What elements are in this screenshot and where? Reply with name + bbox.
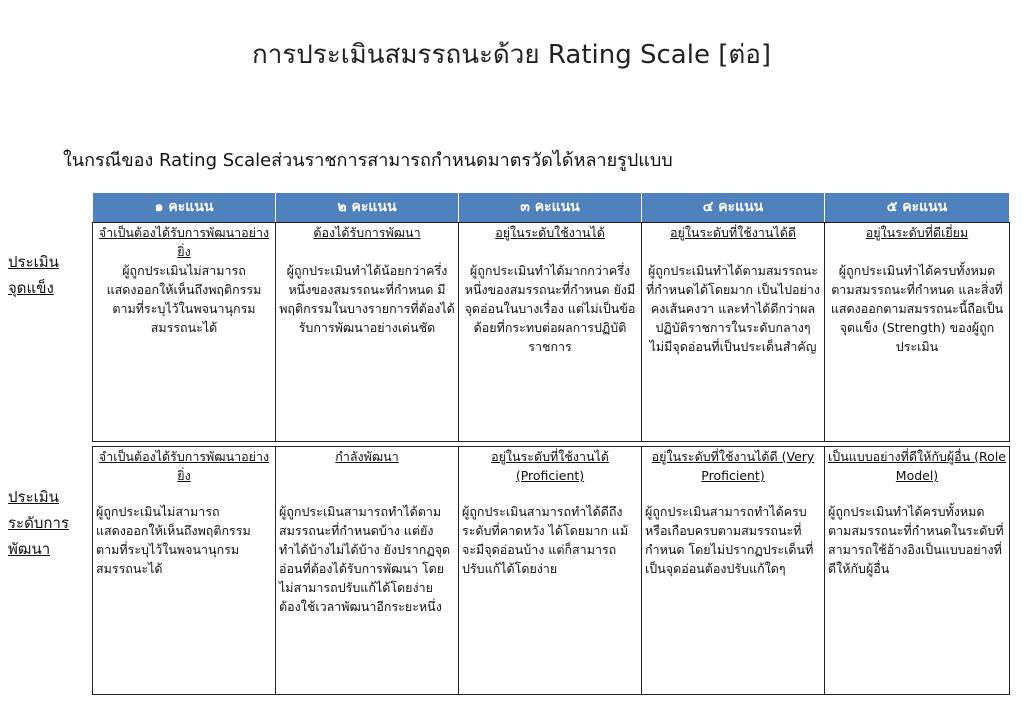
table-cell [93,447,276,695]
row-label-development [8,484,69,562]
cell-heading: อยู่ในระดับที่ใช้งานได้ดี (Very Proficient) [651,449,815,483]
cell-description: ผู้ถูกประเมินไม่สามารถแสดงออกให้เห็นถึงพฤติกรรมตามที่ระบุไว้ในพจนานุกรมสมรรถนะได้ [106,263,262,335]
header-score-5: ๕ คะแนน [825,193,1010,223]
cell-description: ผู้ถูกประเมินสามารถทำได้ดีถึงระดับที่คาดหวัง ได้โดยมาก แม้จะมีจุดอ่อนบ้าง แต่ก็สามารถปรับแก้ได้โดยง่าย [462,504,629,576]
table-cell [825,447,1010,695]
table-cell [642,447,825,695]
rating-table-development [92,446,1010,695]
table-cell [93,223,276,442]
table-row [93,447,1010,695]
cell-heading: จำเป็นต้องได้รับการพัฒนาอย่างยิ่ง [98,225,270,259]
table-cell [825,223,1010,442]
header-score-3: ๓ คะแนน [459,193,642,223]
cell-heading: จำเป็นต้องได้รับการพัฒนาอย่างยิ่ง [98,449,270,483]
table-cell [459,447,642,695]
cell-description: ผู้ถูกประเมินทำได้น้อยกว่าครึ่งหนึ่งของสมรรถนะที่กำหนด มีพฤติกรรมในบางรายการที่ต้องได้รับการพัฒนาอย่างเด่นชัด [279,263,455,335]
header-score-4: ๔ คะแนน [642,193,825,223]
row-label-line: พัฒนา [8,540,51,558]
cell-heading: เป็นแบบอย่างที่ดีให้กับผู้อื่น (Role Model) [828,449,1006,483]
cell-heading: ต้องได้รับการพัฒนา [313,225,421,240]
table-header-row [93,193,1010,223]
cell-heading: อยู่ในระดับใช้งานได้ [495,225,605,240]
row-label-strength [8,249,59,301]
cell-heading: อยู่ในระดับที่ใช้งานได้ (Proficient) [491,449,609,483]
cell-description: ผู้ถูกประเมินไม่สามารถแสดงออกให้เห็นถึงพฤติกรรมตามที่ระบุไว้ในพจนานุกรมสมรรถนะได้ [96,504,251,576]
rating-table-strength [92,192,1010,442]
table-cell [459,223,642,442]
row-label-line: ประเมิน [8,253,59,271]
page-subtitle: ในกรณีของ Rating Scaleส่วนราชการสามารถกำหนดมาตรวัดได้หลายรูปแบบ [63,150,673,171]
cell-heading: กำลังพัฒนา [335,449,399,464]
cell-description: ผู้ถูกประเมินสามารถทำได้ตามสมรรถนะที่กำหนดบ้าง แต่ยังทำได้บ้างไม่ได้บ้าง ยังปรากฏจุดอ่อนที่ต้องได้รับการพัฒนา โดยไม่สามารถปรับแก้ได้โดยง่าย ต้องใช้เวลาพัฒนาอีกระยะหนึ่ง [279,504,451,614]
cell-description: ผู้ถูกประเมินทำได้ตามสมรรถนะที่กำหนดได้โดยมาก เป็นไปอย่างคงเส้นคงวา และทำได้ดีกว่าผลปฏิบัติราชการในระดับกลางๆ ไม่มีจุดอ่อนที่เป็นประเด็นสำคัญ [645,263,821,354]
cell-description: ผู้ถูกประเมินสามารถทำได้ครบหรือเกือบครบตามสมรรถนะที่กำหนด โดยไม่ปรากฏประเด็นที่เป็นจุดอ่อนต้องปรับแก้ใดๆ [645,504,814,576]
cell-description: ผู้ถูกประเมินทำได้ครบทั้งหมดตามสมรรถนะที่กำหนดในระดับที่สามารถใช้อ้างอิงเป็นแบบอย่างที่ดีให้กับผู้อื่น [828,504,1004,576]
cell-heading: อยู่ในระดับที่ดีเยี่ยม [865,225,969,240]
table-row [93,223,1010,442]
header-score-1: ๑ คะแนน [93,193,276,223]
cell-heading: อยู่ในระดับที่ใช้งานได้ดี [670,225,796,240]
table-cell [642,223,825,442]
page-title: การประเมินสมรรถนะด้วย Rating Scale [ต่อ] [251,40,772,70]
cell-description: ผู้ถูกประเมินทำได้ครบทั้งหมดตามสมรรถนะที่กำหนด และสิ่งที่แสดงออกตามสมรรถนะนี้ถือเป็นจุดแข็ง (Strength) ของผู้ถูกประเมิน [830,263,1004,354]
table-cell [276,447,459,695]
row-label-line: ระดับการ [8,514,69,532]
table-cell [276,223,459,442]
header-score-2: ๒ คะแนน [276,193,459,223]
row-label-line: ประเมิน [8,488,59,506]
row-label-line: จุดแข็ง [8,279,54,297]
cell-description: ผู้ถูกประเมินทำได้มากกว่าครึ่งหนึ่งของสมรรถนะที่กำหนด ยังมีจุดอ่อนในบางเรื่อง แต่ไม่เป็นข้อด้อยที่กระทบต่อผลการปฏิบัติราชการ [464,263,636,354]
